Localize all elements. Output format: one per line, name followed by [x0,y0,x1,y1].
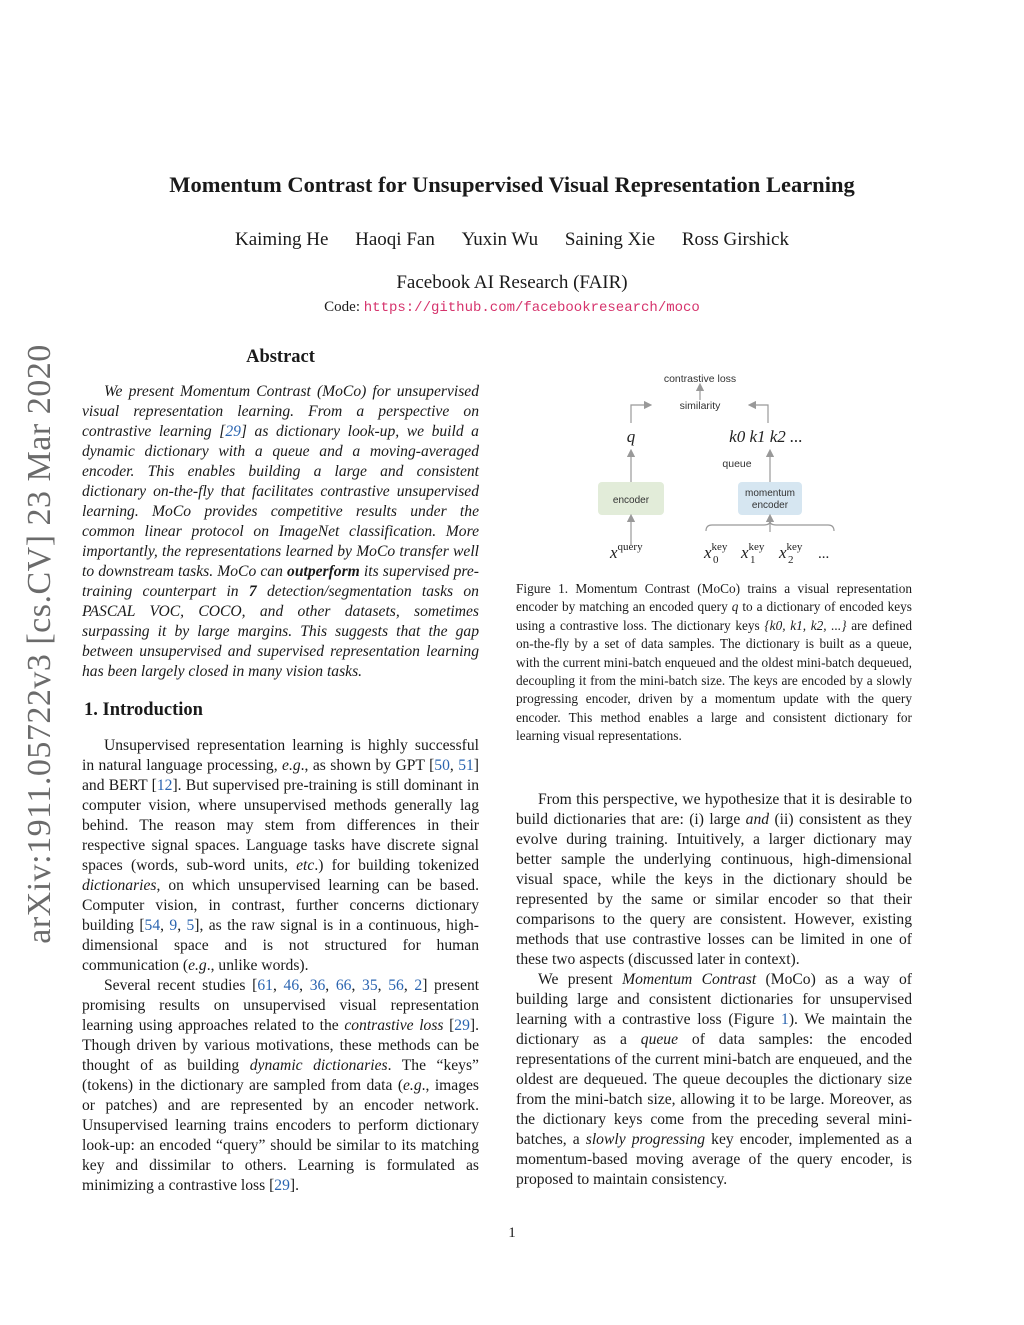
author: Saining Xie [564,229,656,250]
code-url-link[interactable]: https://github.com/facebookresearch/moco [363,300,700,316]
author: Yuxin Wu [461,229,539,250]
citation-link[interactable]: 2 [414,977,423,994]
code-label: Code: [324,299,361,315]
citation-link[interactable]: 50 [434,757,450,774]
citation-link[interactable]: 61 [257,977,273,994]
abstract-heading: Abstract [246,347,315,367]
paragraph: Several recent studies [61, 46, 36, 66, 35, 56, 2] present promising results on unsupervised visual representation learning using approaches related to the contrastive loss [29]. Though driven by various motivations, these methods can be thought of as building dynamic dictionaries. The “keys” (tokens) in the dictionary are sampled from data (e.g., images or patches) and are represented by an encoder network. Unsupervised learning trains encoders to perform dictionary look-up: an encoded “query” should be similar to its matching key and dissimilar to others. Learning is formulated as minimizing a contrastive loss [29]. [82,977,480,1194]
momentum-label: momentum [744,488,796,499]
svg-text:0: 0 [713,554,719,566]
citation-link[interactable]: 51 [458,757,474,774]
citation-link[interactable]: 5 [186,917,195,934]
svg-text:1: 1 [750,554,756,566]
x-key-1-symbol: $x^{key}$ [741,541,765,562]
affiliation: Facebook AI Research (FAIR) [396,272,628,293]
citation-link[interactable]: 29 [225,423,241,440]
citation-link[interactable]: 54 [144,917,161,934]
section-heading-introduction: 1. Introduction [84,700,203,720]
author: Kaiming He [235,229,329,250]
similarity-label: similarity [679,400,721,412]
momentum-encoder-label: encoder [751,500,789,511]
paragraph: From this perspective, we hypothesize that it is desirable to build dictionaries that are: (i) large and (ii) consistent as they evolve during training. Intuitively, a larger dictionary may better sample the underlying continuous, high-dimensional visual space, while the keys in the dictionary should be represented by the same or similar encoder so that their comparisons to the query are consistent. However, existing methods that use contrastive losses can be limited in one of these two aspects (discussed later in context). [516,791,912,968]
citation-link[interactable]: 29 [454,1017,470,1034]
x-key-0-symbol: $x^{key}$ [704,541,728,562]
author: Haoqi Fan [355,229,435,250]
citation-link[interactable]: 35 [362,977,378,994]
abstract-text: We present Momentum Contrast (MoCo) for unsupervised visual representation learning. From a perspective on contrastive learning [29] as dictionary look-up, we build a dynamic dictionary with a queue and a moving-averaged encoder. This enables building a large and consistent dictionary on-the-fly that facilitates contrastive unsupervised learning. MoCo provides competitive results under the common linear protocol on ImageNet classification. More importantly, the representations learned by MoCo transfer well to downstream tasks. MoCo can outperform its supervised pre-training counterpart in 7 detection/segmentation tasks on PASCAL VOC, COCO, and other datasets, sometimes surpassing it by large margins. This suggests that the gap between unsupervised and supervised representation learning has been largely closed in many vision tasks. [82,383,479,680]
figure-link[interactable]: 1 [781,1011,789,1028]
svg-text:2: 2 [788,554,794,566]
x-query-symbol: $x^{query}$ [610,541,643,562]
k-to-similarity-arrow [752,405,768,423]
author-list [0,229,1024,251]
citation-link[interactable]: 36 [309,977,326,994]
citation-link[interactable]: 29 [274,1177,290,1194]
q-to-similarity-arrow [631,405,648,423]
queue-label: queue [722,458,752,470]
citation-link[interactable]: 9 [169,917,178,934]
citation-link[interactable]: 56 [388,977,404,994]
keys-symbol: k0 k1 k2 ... [729,427,803,446]
x-key-dots: ... [818,546,830,562]
query-q-symbol: q [626,427,636,446]
code-line [0,299,1024,316]
moco-diagram [596,365,846,570]
paragraph: We present Momentum Contrast (MoCo) as a way of building large and consistent dictionaries for unsupervised learning with a contrastive loss (Figure 1). We maintain the dictionary as a queue of data samples: the encoded representations of the current mini-batch are enqueued, and the oldest are dequeued. The queue decouples the dictionary size from the mini-batch size, allowing it to be large. Moreover, as the dictionary keys come from the preceding several mini-batches, a slowly progressing key encoder, implemented as a momentum-based moving average of the query encoder, is proposed to maintain consistency. [516,971,913,1188]
citation-link[interactable]: 12 [156,777,173,794]
paragraph: Unsupervised representation learning is highly successful in natural language processing, e.g., as shown by GPT [50, 51] and BERT [12]. But supervised pre-training is still dominant in computer vision, where unsupervised methods generally lag behind. The reason may stem from differences in their respective signal spaces. Language tasks have discrete signal spaces (words, sub-word units, etc.) for building tokenized dictionaries, on which unsupervised learning can be based. Computer vision, in contrast, further concerns dictionary building [54, 9, 5], as the raw signal is in a continuous, high-dimensional space and is not structured for human communication (e.g., unlike words). [82,737,480,974]
contrastive-loss-label: contrastive loss [663,373,737,385]
introduction-text [82,736,479,1196]
citation-link[interactable]: 66 [335,977,352,994]
right-column-text [516,790,912,1190]
x-key-2-symbol: $x^{key}$ [779,541,803,562]
arxiv-identifier: arXiv:1911.05722v3 [cs.CV] 23 Mar 2020 [21,344,58,944]
figure-caption: Figure 1. Momentum Contrast (MoCo) trains a visual representation encoder by matching an encoded query q to a dictionary of encoded keys using a contrastive loss. The dictionary keys {k0, k1, k2, ...} are defined on-the-fly by a set of data samples. The dictionary is built as a queue, with the current mini-batch enqueued and the oldest mini-batch dequeued, decoupling it from the mini-batch size. The keys are encoded by a slowly progressing encoder, driven by a momentum update with the query encoder. This method enables a large and consistent dictionary for learning visual representations. [516,581,912,744]
citation-link[interactable]: 46 [283,977,300,994]
author: Ross Girshick [681,229,789,250]
paper-title: Momentum Contrast for Unsupervised Visual Representation Learning [169,172,855,197]
page-number: 1 [508,1225,516,1241]
encoder-label: encoder [612,495,650,506]
